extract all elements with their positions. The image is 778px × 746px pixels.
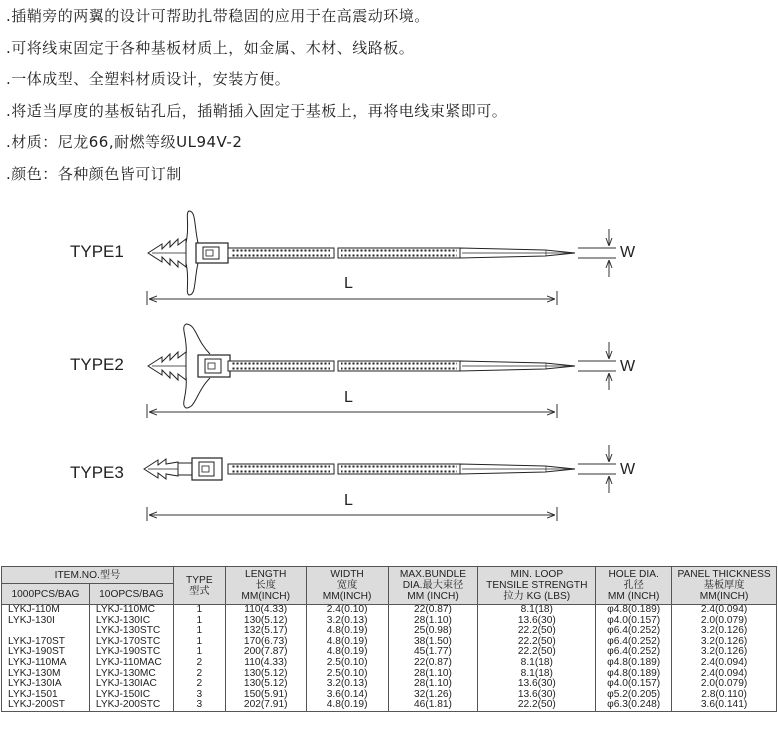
type-cell: 1 [173,647,225,658]
width-cell: 4.8(0.19) [306,700,388,711]
hole-dia-cell: φ4.0(0.157) [596,616,672,627]
panel-thickness-cell: 3.2(0.126) [672,647,777,658]
width-header-unit: MM(INCH) [322,591,372,602]
item-no-100-cell: LYKJ-150IC [89,690,173,701]
item-no-1000-cell: LYKJ-130IA [2,679,90,690]
type-cell: 2 [173,658,225,669]
item-no-1000-cell: LYKJ-110MA [2,658,90,669]
type3-label: TYPE3 [70,463,124,482]
bundle-dia-cell: 28(1.10) [388,669,478,680]
specification-rows [2,605,777,712]
type1-width-label: W [620,244,636,261]
table-row [2,605,777,616]
item-no-100-cell: LYKJ-110MAC [89,658,173,669]
tensile-cell: 8.1(18) [478,658,596,669]
panel-header-en: PANEL THICKNESS [677,569,771,580]
tensile-cell: 22.2(50) [478,700,596,711]
length-cell: 130(5.12) [225,616,306,627]
width-cell: 3.6(0.14) [306,690,388,701]
feature-list [6,2,507,191]
length-cell: 202(7.91) [225,700,306,711]
panel-thickness-cell: 3.2(0.126) [672,626,777,637]
length-cell: 150(5.91) [225,690,306,701]
item-no-1000-cell: LYKJ-200ST [2,700,90,711]
width-header-en: WIDTH [330,569,364,580]
length-cell: 110(4.33) [225,658,306,669]
tensile-cell: 22.2(50) [478,637,596,648]
bag-1000-header: 1000PCS/BAG [2,584,90,605]
cable-tie-diagram [0,198,778,528]
tensile-header [478,567,596,605]
panel-thickness-cell: 2.0(0.079) [672,679,777,690]
hole-dia-cell: φ6.4(0.252) [596,637,672,648]
type2-length-label: L [344,389,353,406]
length-cell: 200(7.87) [225,647,306,658]
tensile-cell: 8.1(18) [478,669,596,680]
feature-item: .颜色：各种颜色皆可订制 [6,164,182,183]
item-no-1000-cell: LYKJ-110M [2,605,90,616]
bundle-dia-cell: 25(0.98) [388,626,478,637]
tensile-cell: 13.6(30) [478,690,596,701]
feature-item: .插鞘旁的两翼的设计可帮助扎带稳固的应用于在高震动环境。 [6,7,430,25]
width-cell: 3.2(0.13) [306,616,388,627]
tensile-cell: 8.1(18) [478,605,596,616]
type-header-en: TYPE [186,574,213,586]
bundle-dia-cell: 28(1.10) [388,679,478,690]
panel-thickness-cell: 2.4(0.094) [672,669,777,680]
feature-item: .一体成型、全塑料材质设计，安装方便。 [6,70,291,88]
panel-thickness-cell: 2.4(0.094) [672,605,777,616]
width-cell: 4.8(0.19) [306,626,388,637]
type-header-cn: 型式 [189,585,210,597]
hole-dia-cell: φ6.3(0.248) [596,700,672,711]
panel-thickness-cell: 2.4(0.094) [672,658,777,669]
bundle-dia-cell: 22(0.87) [388,658,478,669]
type1-length-label: L [344,275,353,292]
hole-header [596,567,672,605]
hole-header-unit: MM (INCH) [607,591,660,602]
type-cell: 2 [173,669,225,680]
hole-header-en: HOLE DIA. [608,569,659,580]
bundle-dia-cell: 45(1.77) [388,647,478,658]
length-header [225,567,306,605]
width-cell: 3.2(0.13) [306,679,388,690]
length-cell: 110(4.33) [225,605,306,616]
panel-thickness-cell: 2.8(0.110) [672,690,777,701]
type-cell: 1 [173,616,225,627]
panel-thickness-cell: 3.6(0.141) [672,700,777,711]
panel-thickness-cell: 2.0(0.079) [672,616,777,627]
type2-width-label: W [620,358,636,375]
length-cell: 132(5.17) [225,626,306,637]
hole-header-cn: 孔径 [623,580,644,591]
bundle-dia-cell: 38(1.50) [388,637,478,648]
item-no-1000-cell: LYKJ-130M [2,669,90,680]
item-no-100-cell: LYKJ-190STC [89,647,173,658]
width-header-cn: 宽度 [336,580,358,591]
feature-item: .将适当厚度的基板钻孔后，插鞘插入固定于基板上，再将电线束紧即可。 [6,101,508,120]
type3-length-label: L [344,492,353,509]
table-row [2,700,777,711]
length-header-en: LENGTH [245,569,287,580]
width-cell: 4.8(0.19) [306,647,388,658]
item-no-100-cell: LYKJ-130IC [89,616,173,627]
width-cell: 2.5(0.10) [306,669,388,680]
item-no-1000-cell: LYKJ-190ST [2,647,90,658]
item-no-header: ITEM.NO.型号 [2,567,174,584]
table-row [2,658,777,669]
feature-item: .可将线束固定于各种基板材质上，如金属、木材、线路板。 [6,38,415,57]
bundle-header-unit: MM (INCH) [407,591,459,602]
item-no-1000-cell: LYKJ-130I [2,616,90,627]
panel-thickness-cell: 3.2(0.126) [672,637,777,648]
bundle-dia-cell: 32(1.26) [388,690,478,701]
tensile-header-en: MIN. LOOP [510,569,564,580]
hole-dia-cell: φ6.4(0.252) [596,626,672,637]
type-cell: 3 [173,700,225,711]
item-no-100-cell: LYKJ-130STC [89,626,173,637]
length-header-cn: 长度 [255,580,276,591]
item-no-100-cell: LYKJ-130IAC [89,679,173,690]
width-cell: 2.5(0.10) [306,658,388,669]
bundle-dia-cell: 22(0.87) [388,605,478,616]
type-cell: 3 [173,690,225,701]
type-cell: 1 [173,605,225,616]
item-no-100-cell: LYKJ-200STC [89,700,173,711]
tensile-cell: 13.6(30) [478,616,596,627]
feature-item: .材质：尼龙66,耐燃等级UL94V-2 [6,133,243,151]
bundle-header-cn: DIA.最大束径 [402,580,464,591]
type2-cable-tie [147,324,616,418]
hole-dia-cell: φ4.0(0.157) [596,679,672,690]
bundle-dia-cell: 28(1.10) [388,616,478,627]
type-header [173,567,225,605]
hole-dia-cell: φ4.8(0.189) [596,669,672,680]
hole-dia-cell: φ5.2(0.205) [596,690,672,701]
length-cell: 130(5.12) [225,679,306,690]
bag-100-header: 10OPCS/BAG [89,584,173,605]
width-cell: 2.4(0.10) [306,605,388,616]
item-no-100-cell: LYKJ-130MC [89,669,173,680]
type-cell: 1 [173,637,225,648]
tensile-cell: 22.2(50) [478,647,596,658]
item-no-100-cell: LYKJ-170STC [89,637,173,648]
panel-header [672,567,777,605]
bundle-header [388,567,478,605]
type-cell: 1 [173,626,225,637]
length-cell: 130(5.12) [225,669,306,680]
hole-dia-cell: φ6.4(0.252) [596,647,672,658]
type1-label: TYPE1 [70,242,124,261]
type2-label: TYPE2 [70,355,124,374]
tensile-cell: 13.6(30) [478,679,596,690]
tensile-header-cn: 拉力 KG (LBS) [503,591,571,602]
bundle-header-en: MAX.BUNDLE [399,569,467,580]
length-cell: 170(6.73) [225,637,306,648]
tensile-cell: 22.2(50) [478,626,596,637]
type1-cable-tie [147,211,616,305]
length-header-unit: MM(INCH) [241,591,291,602]
item-no-1000-cell: LYKJ-1501 [2,690,90,701]
width-header [306,567,388,605]
panel-header-cn: 基板厚度 [703,580,745,591]
item-no-1000-cell: LYKJ-170ST [2,637,90,648]
bundle-dia-cell: 46(1.81) [388,700,478,711]
hole-dia-cell: φ4.8(0.189) [596,605,672,616]
type-cell: 2 [173,679,225,690]
panel-header-unit: MM(INCH) [699,591,749,602]
type3-cable-tie [144,445,616,521]
width-cell: 4.8(0.19) [306,637,388,648]
item-no-100-cell: LYKJ-110MC [89,605,173,616]
hole-dia-cell: φ4.8(0.189) [596,658,672,669]
specification-table [1,566,777,712]
tensile-header-en2: TENSILE STRENGTH [486,580,588,591]
type3-width-label: W [620,461,636,478]
